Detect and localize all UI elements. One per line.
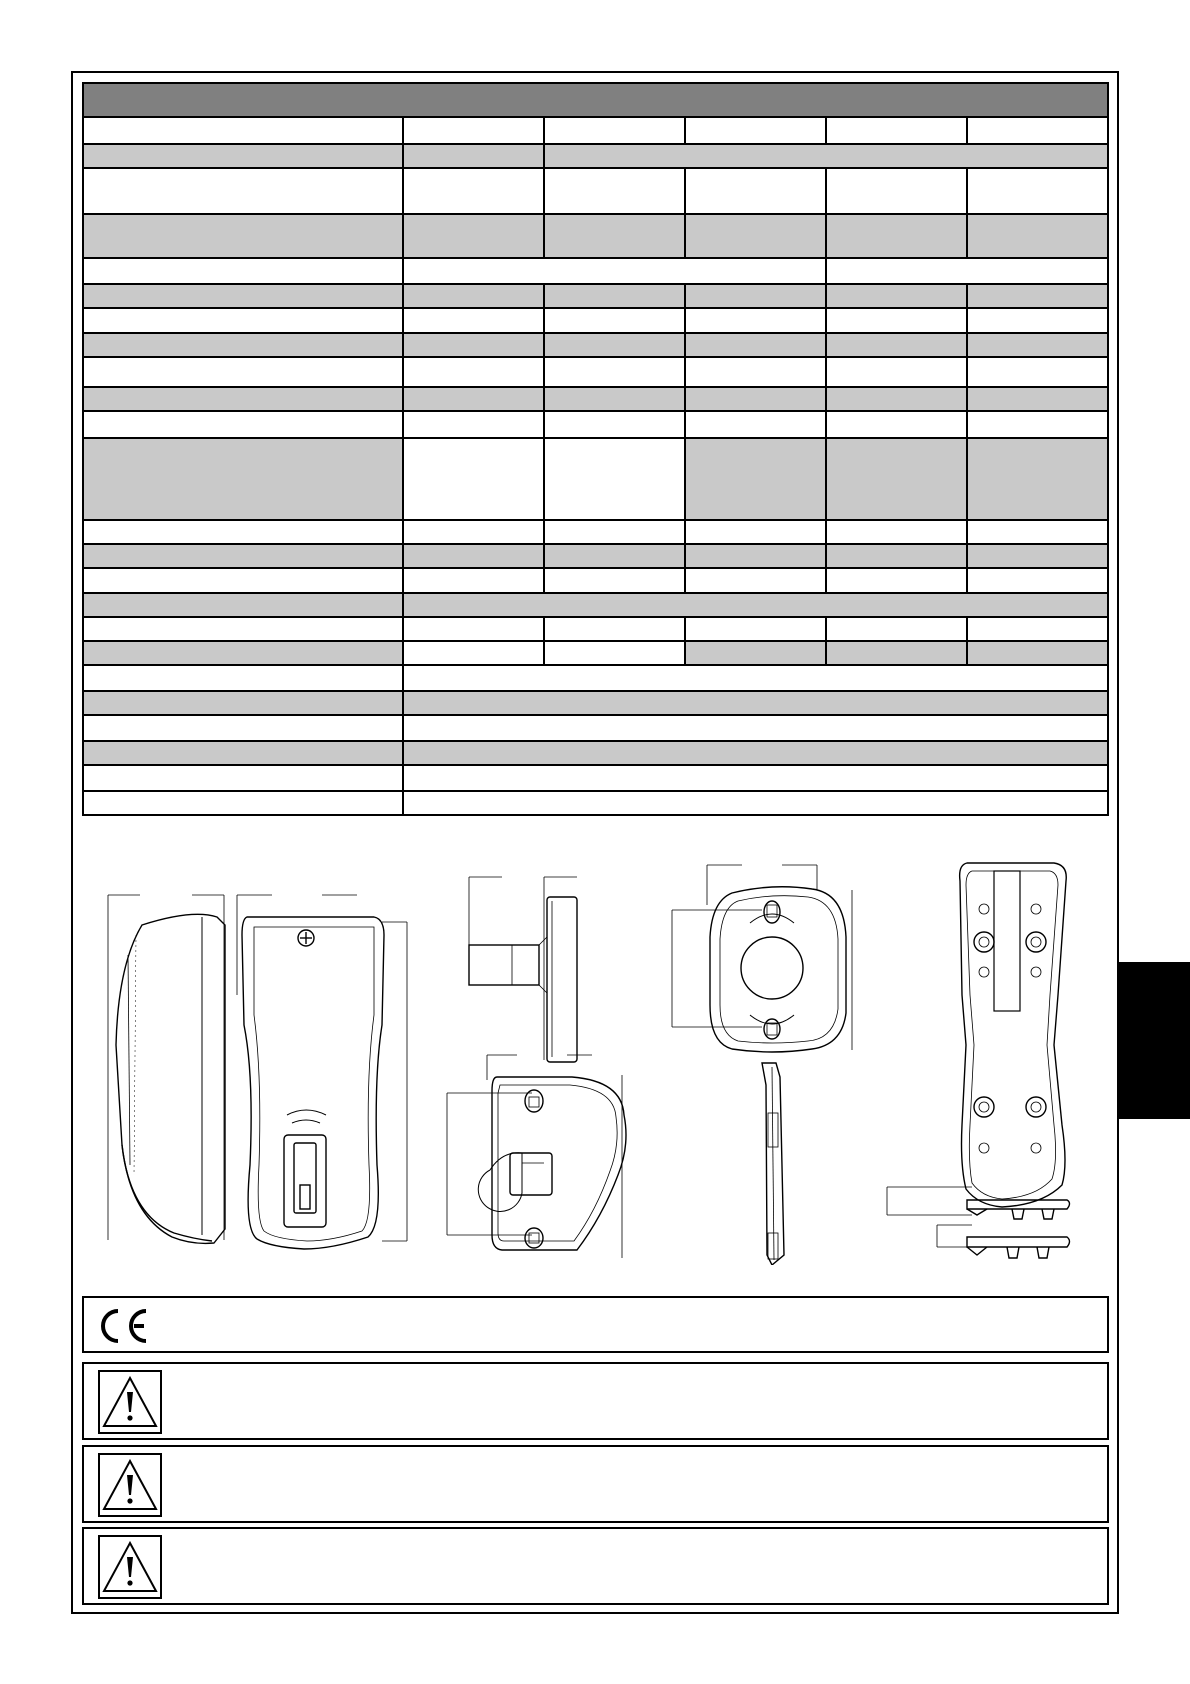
table-row (83, 258, 1108, 284)
table-row (83, 284, 1108, 308)
plate-side-view-drawing (762, 1063, 784, 1265)
table-row (83, 308, 1108, 333)
bracket-side-view-drawing (469, 877, 577, 1062)
wall-bar-drawing (960, 863, 1067, 1207)
table-title-band (83, 83, 1108, 117)
table-row (83, 214, 1108, 258)
front-view-drawing (237, 895, 407, 1249)
warning-notice-box (82, 1445, 1109, 1523)
table-row (83, 617, 1108, 641)
ce-mark-icon (94, 1308, 150, 1344)
warning-triangle-icon (98, 1535, 162, 1599)
table-row (83, 144, 1108, 168)
table-row (83, 357, 1108, 387)
table-row (83, 544, 1108, 568)
side-profile-drawing (108, 895, 225, 1243)
table-row (83, 520, 1108, 544)
table-row (83, 438, 1108, 520)
bar-profile-drawings (887, 1187, 1070, 1258)
table-row (83, 593, 1108, 617)
table-row (83, 691, 1108, 715)
table-row (83, 411, 1108, 438)
table-row (83, 568, 1108, 593)
table-row (83, 641, 1108, 665)
table-row (83, 665, 1108, 691)
table-row (83, 117, 1108, 144)
warning-triangle-icon (98, 1370, 162, 1434)
table-row (83, 741, 1108, 765)
warning-triangle-icon (98, 1453, 162, 1517)
warning-notice-box (82, 1527, 1109, 1605)
technical-drawings (82, 845, 1112, 1265)
ce-notice-box (82, 1296, 1109, 1353)
table-row (83, 715, 1108, 741)
mounting-plate-drawing (672, 865, 852, 1052)
specifications-table (82, 82, 1109, 816)
bracket-front-view-drawing (447, 1055, 626, 1258)
section-tab-marker (1119, 962, 1190, 1119)
table-row (83, 765, 1108, 791)
table-row (83, 168, 1108, 214)
table-row (83, 333, 1108, 357)
warning-notice-box (82, 1362, 1109, 1440)
table-row (83, 387, 1108, 411)
table-row (83, 791, 1108, 815)
